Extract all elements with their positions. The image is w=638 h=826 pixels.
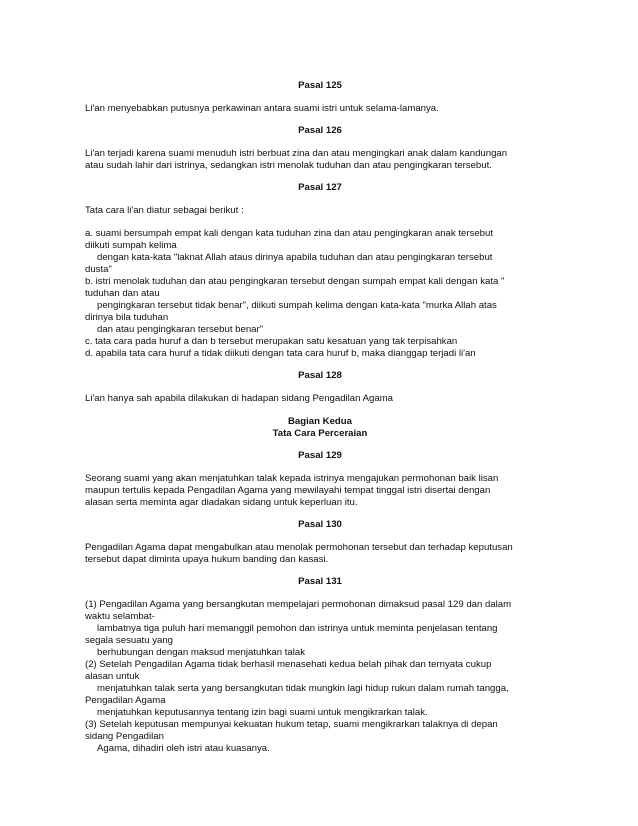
- text-line: Pengadilan Agama dapat mengabulkan atau menolak permohonan tersebut dan terhadap keputusan: [85, 542, 513, 553]
- list-item: dengan kata-kata "laknat Allah ataus dirinya apabila tuduhan dan atau pengingkaran tersebut: [97, 252, 493, 263]
- list-item: d. apabila tata cara huruf a tidak diikuti dengan tata cara huruf b, maka dianggap terjadi li'an: [85, 348, 476, 359]
- pasal-126-text: [85, 148, 555, 172]
- list-item: pengingkaran tersebut tidak benar", diikuti sumpah kelima dengan kata-kata "murka Allah atas: [97, 300, 497, 311]
- pasal-126-heading: Pasal 126: [298, 125, 342, 136]
- list-item: (1) Pengadilan Agama yang bersangkutan mempelajari permohonan dimaksud pasal 129 dan dalam: [85, 599, 512, 610]
- pasal-125-text: Li'an menyebabkan putusnya perkawinan antara suami istri untuk selama-lamanya.: [85, 103, 439, 114]
- pasal-131-list: [85, 599, 555, 755]
- list-item: lambatnya tiga puluh hari memanggil pemohon dan istrinya untuk meminta penjelasan tentang: [97, 623, 498, 634]
- pasal-130-heading: Pasal 130: [298, 519, 342, 530]
- pasal-131-heading: Pasal 131: [298, 576, 342, 587]
- list-item: waktu selambat-: [85, 611, 155, 622]
- list-item: dirinya bila tuduhan: [85, 312, 169, 323]
- pasal-127-intro: Tata cara li'an diatur sebagai berikut :: [85, 205, 244, 216]
- list-item: dusta": [85, 264, 112, 275]
- pasal-129-heading: Pasal 129: [298, 450, 342, 461]
- text-line: maupun tertulis kepada Pengadilan Agama yang mewilayahi tempat tinggal istri disertai dengan: [85, 485, 491, 496]
- list-item: menjatuhkan keputusannya tentang izin bagi suami untuk mengikrarkan talak.: [97, 707, 428, 718]
- pasal-125-heading: Pasal 125: [298, 80, 342, 91]
- list-item: b. istri menolak tuduhan dan atau pengingkaran tersebut dengan sumpah empat kali dengan kata ": [85, 276, 505, 287]
- pasal-127-heading: Pasal 127: [298, 182, 342, 193]
- list-item: tuduhan dan atau: [85, 288, 160, 299]
- list-item: Pengadilan Agama: [85, 695, 166, 706]
- list-item: (3) Setelah keputusan mempunyai kekuatan hukum tetap, suami mengikrarkan talaknya di depan: [85, 719, 498, 730]
- text-line: Li'an terjadi karena suami menuduh istri berbuat zina dan atau mengingkari anak dalam kandungan: [85, 148, 508, 159]
- list-item: Agama, dihadiri oleh istri atau kuasanya.: [97, 743, 270, 754]
- list-item: diikuti sumpah kelima: [85, 240, 177, 251]
- pasal-129-text: [85, 473, 555, 509]
- list-item: dan atau pengingkaran tersebut benar": [97, 324, 264, 335]
- list-item: sidang Pengadilan: [85, 731, 164, 742]
- list-item: a. suami bersumpah empat kali dengan kata tuduhan zina dan atau pengingkaran anak tersebut: [85, 228, 494, 239]
- pasal-130-text: [85, 542, 555, 566]
- list-item: berhubungan dengan maksud menjatuhkan talak: [97, 647, 306, 658]
- list-item: (2) Setelah Pengadilan Agama tidak berhasil menasehati kedua belah pihak dan ternyata cukup: [85, 659, 492, 670]
- pasal-128-heading: Pasal 128: [298, 370, 342, 381]
- bagian-subtitle: Tata Cara Perceraian: [272, 428, 368, 439]
- text-line: alasan serta meminta agar diadakan sidang untuk keperluan itu.: [85, 497, 358, 508]
- text-line: atau sudah lahir dari istrinya, sedangkan istri menolak tuduhan dan atau pengingkaran tersebut.: [85, 160, 492, 171]
- document-page: [85, 80, 555, 755]
- pasal-127-list: [85, 228, 555, 360]
- pasal-128-text: Li'an hanya sah apabila dilakukan di hadapan sidang Pengadilan Agama: [85, 393, 394, 404]
- list-item: segala sesuatu yang: [85, 635, 174, 646]
- text-line: Seorang suami yang akan menjatuhkan talak kepada istrinya mengajukan permohonan baik lisan: [85, 473, 499, 484]
- bagian-title: Bagian Kedua: [288, 416, 352, 427]
- list-item: menjatuhkan talak serta yang bersangkutan tidak mungkin lagi hidup rukun dalam rumah tangga,: [97, 683, 509, 694]
- list-item: c. tata cara pada huruf a dan b tersebut merupakan satu kesatuan yang tak terpisahkan: [85, 336, 458, 347]
- text-line: tersebut dapat diminta upaya hukum banding dan kasasi.: [85, 554, 329, 565]
- list-item: alasan untuk: [85, 671, 140, 682]
